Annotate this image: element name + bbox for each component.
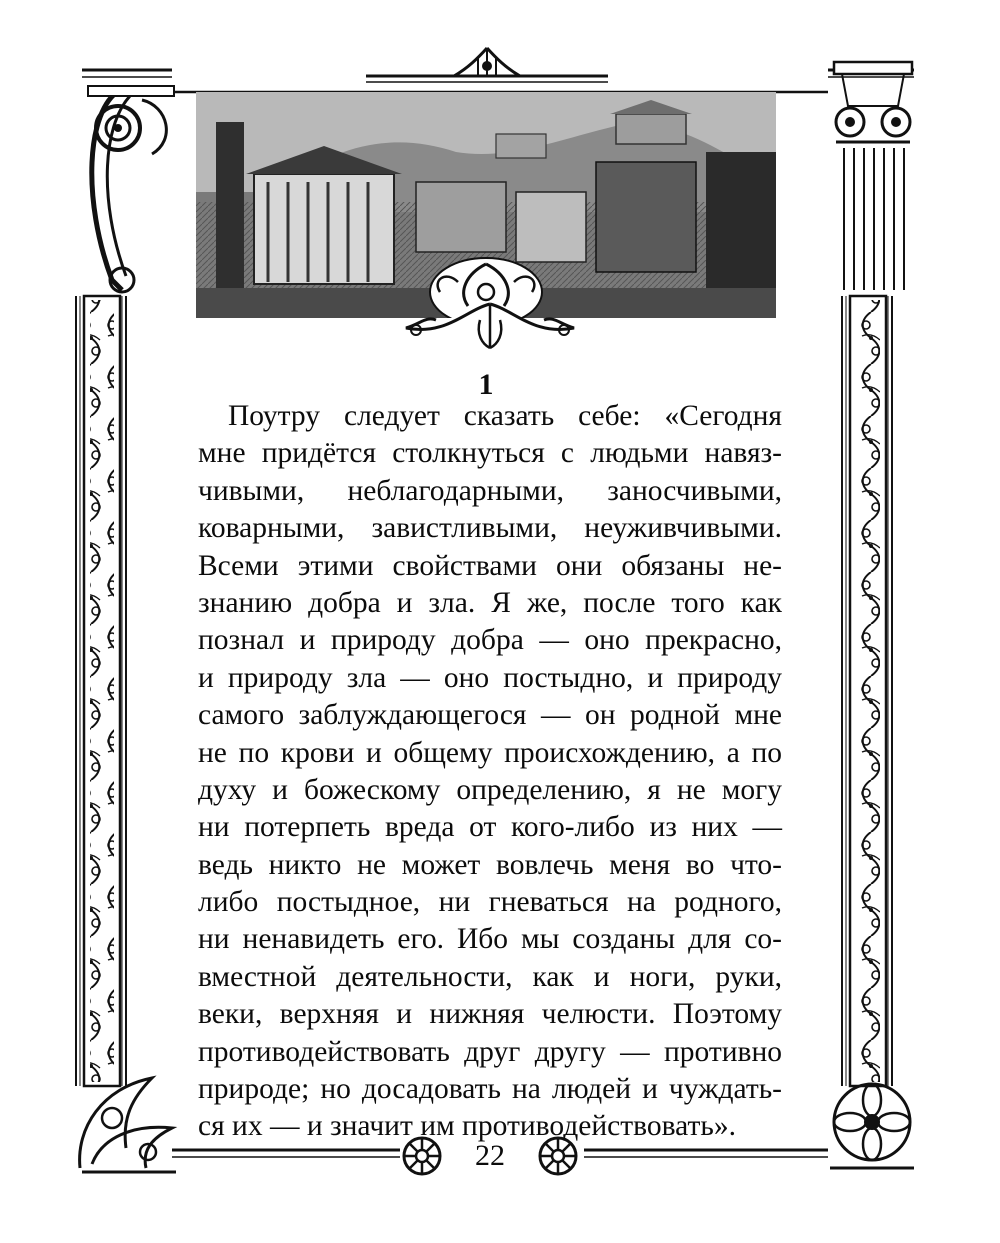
acanthus-icon xyxy=(396,300,584,354)
text-line: вместной деятельности, как и ноги, руки, xyxy=(198,960,782,993)
chapter-number: 1 xyxy=(478,368,494,401)
text-line: ведь никто не может вовлечь меня во что- xyxy=(198,848,782,881)
text-line: Поутру следует сказать себе: «Сегодня xyxy=(228,400,782,432)
text-line: веки, верхняя и нижняя челюсти. Поэтому xyxy=(198,998,782,1031)
text-line: ни потерпеть вреда от кого-либо из них — xyxy=(198,811,782,844)
text-line: не по крови и общему происхождению, а по xyxy=(198,736,782,769)
text-line: мне придётся столкнуться с людьми навяз- xyxy=(198,437,782,470)
text-line: познал и природу добра — оно прекрасно, xyxy=(198,624,782,657)
scroll-capital-icon xyxy=(82,80,182,296)
text-line: либо постыдное, ни гневаться на родного, xyxy=(198,886,782,919)
rosette-icon xyxy=(826,1076,918,1172)
text-line: коварными, завистливыми, неуживчивыми. xyxy=(198,512,782,545)
text-line: и природу зла — оно постыдно, и природу xyxy=(198,661,782,694)
page-number: 22 xyxy=(475,1139,505,1172)
text-line: Всеми этими свойствами они обязаны не- xyxy=(198,549,782,582)
text-line: чивыми, неблагодарными, заносчивыми, xyxy=(198,474,782,507)
text-line: природе; но досадовать на людей и чуждать- xyxy=(198,1073,782,1106)
text-line: ни ненавидеть его. Ибо мы созданы для со- xyxy=(198,923,782,956)
city-engraving xyxy=(196,92,776,318)
column-capital-icon xyxy=(828,58,918,296)
text-line: духу и божескому определению, я не могу xyxy=(198,773,782,806)
text-line: самого заблуждающегося — он родной мне xyxy=(198,699,782,732)
palmette-icon xyxy=(448,46,526,80)
chapter-body xyxy=(198,398,782,1146)
text-line: ся их — и значит им противодействовать». xyxy=(198,1110,736,1143)
leaf-corner-icon xyxy=(72,1068,184,1178)
text-line: знанию добра и зла. Я же, после того как xyxy=(198,586,782,619)
text-line: противодействовать друг другу — противно xyxy=(198,1035,782,1068)
